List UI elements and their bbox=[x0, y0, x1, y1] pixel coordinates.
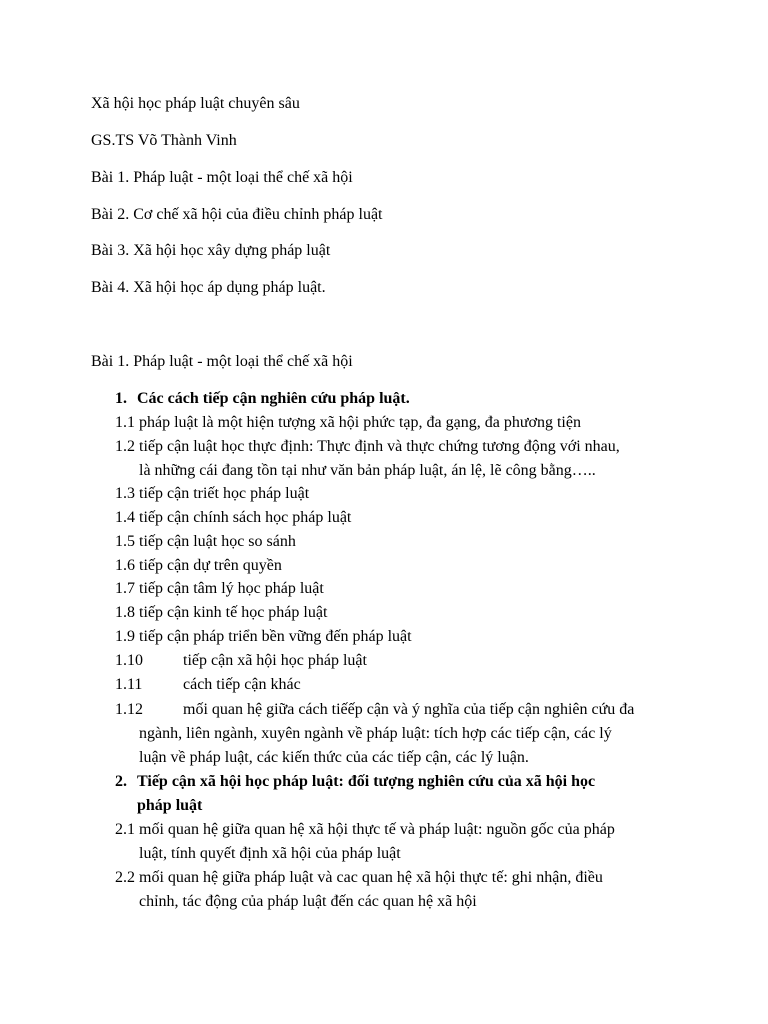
sub-item-text: tiếp cận chính sách học pháp luật bbox=[139, 509, 352, 526]
sub-item bbox=[115, 675, 301, 695]
sub-item-number: 1.6 bbox=[115, 557, 135, 574]
author-line: GS.TS Võ Thành Vinh bbox=[91, 132, 237, 149]
list-item-title: Tiếp cận xã hội học pháp luật: đối tượng nghiên cứu của xã hội học bbox=[137, 773, 596, 790]
sub-item bbox=[115, 868, 603, 888]
sub-item bbox=[115, 700, 634, 720]
lesson-2: Bài 2. Cơ chế xã hội của điều chỉnh pháp luật bbox=[91, 206, 383, 223]
sub-item bbox=[115, 820, 615, 840]
sub-item-text: tiếp cận pháp triển bền vững đến pháp luật bbox=[139, 628, 412, 645]
list-item-number: 1. bbox=[115, 390, 127, 407]
sub-item-text: tiếp cận tâm lý học pháp luật bbox=[139, 580, 324, 597]
lesson-3: Bài 3. Xã hội học xây dựng pháp luật bbox=[91, 242, 331, 259]
sub-item bbox=[115, 627, 412, 647]
course-title: Xã hội học pháp luật chuyên sâu bbox=[91, 95, 300, 112]
sub-item bbox=[115, 437, 620, 457]
sub-item-text: mối quan hệ giữa quan hệ xã hội thực tế và pháp luật: nguồn gốc của pháp bbox=[139, 821, 615, 838]
sub-item bbox=[115, 603, 327, 623]
sub-item bbox=[115, 508, 351, 528]
sub-item-number: 1.1 bbox=[115, 414, 135, 431]
sub-item-text: tiếp cận dự trên quyền bbox=[139, 557, 282, 574]
sub-item-number: 1.4 bbox=[115, 509, 135, 526]
sub-item-text: mối quan hệ giữa pháp luật và cac quan hệ xã hội thực tế: ghi nhận, điều bbox=[139, 869, 603, 886]
list-item-number: 2. bbox=[115, 773, 127, 790]
sub-item-number: 1.2 bbox=[115, 438, 135, 455]
sub-item bbox=[115, 579, 324, 599]
list-item-heading bbox=[115, 772, 595, 792]
sub-item-number: 1.12 bbox=[115, 701, 143, 718]
sub-item-text-cont: là những cái đang tồn tại như văn bản pháp luật, án lệ, lẽ công bằng….. bbox=[139, 462, 596, 479]
sub-item-text-cont: ngành, liên ngành, xuyên ngành về pháp luật: tích hợp các tiếp cận, các lý bbox=[139, 725, 612, 742]
section-heading: Bài 1. Pháp luật - một loại thể chế xã hội bbox=[91, 353, 353, 370]
sub-item-number: 1.5 bbox=[115, 533, 135, 550]
sub-item-number: 2.2 bbox=[115, 869, 135, 886]
sub-item-text-cont: chỉnh, tác động của pháp luật đến các quan hệ xã hội bbox=[139, 893, 477, 910]
sub-item-text-cont: luận về pháp luật, các kiến thức của các tiếp cận, các lý luận. bbox=[139, 749, 529, 766]
sub-item-text-cont: luật, tính quyết định xã hội của pháp luật bbox=[139, 845, 401, 862]
sub-item-text: cách tiếp cận khác bbox=[183, 676, 301, 693]
sub-item-number: 1.8 bbox=[115, 604, 135, 621]
lesson-4: Bài 4. Xã hội học áp dụng pháp luật. bbox=[91, 279, 326, 296]
lesson-1: Bài 1. Pháp luật - một loại thể chế xã hội bbox=[91, 169, 353, 186]
sub-item-text: pháp luật là một hiện tượng xã hội phức tạp, đa gạng, đa phương tiện bbox=[139, 414, 581, 431]
sub-item-text: tiếp cận kinh tế học pháp luật bbox=[139, 604, 328, 621]
sub-item-number: 1.11 bbox=[115, 676, 143, 693]
sub-item bbox=[115, 556, 282, 576]
sub-item-number: 1.7 bbox=[115, 580, 135, 597]
sub-item bbox=[115, 532, 296, 552]
sub-item bbox=[115, 484, 309, 504]
sub-item-number: 1.3 bbox=[115, 485, 135, 502]
sub-item bbox=[115, 651, 367, 671]
sub-item-text: mối quan hệ giữa cách tiếếp cận và ý nghĩa của tiếp cận nghiên cứu đa bbox=[183, 701, 635, 718]
sub-item-number: 1.9 bbox=[115, 628, 135, 645]
list-item-title: Các cách tiếp cận nghiên cứu pháp luật. bbox=[137, 390, 410, 407]
sub-item-text: tiếp cận luật học so sánh bbox=[139, 533, 296, 550]
list-item-heading bbox=[115, 389, 410, 409]
sub-item-text: tiếp cận luật học thực định: Thực định và thực chứng tương động với nhau, bbox=[139, 438, 620, 455]
sub-item-number: 2.1 bbox=[115, 821, 135, 838]
sub-item-text: tiếp cận xã hội học pháp luật bbox=[183, 652, 367, 669]
sub-item-number: 1.10 bbox=[115, 652, 143, 669]
list-item-title-cont: pháp luật bbox=[137, 797, 203, 814]
sub-item bbox=[115, 413, 581, 433]
sub-item-text: tiếp cận triết học pháp luật bbox=[139, 485, 310, 502]
